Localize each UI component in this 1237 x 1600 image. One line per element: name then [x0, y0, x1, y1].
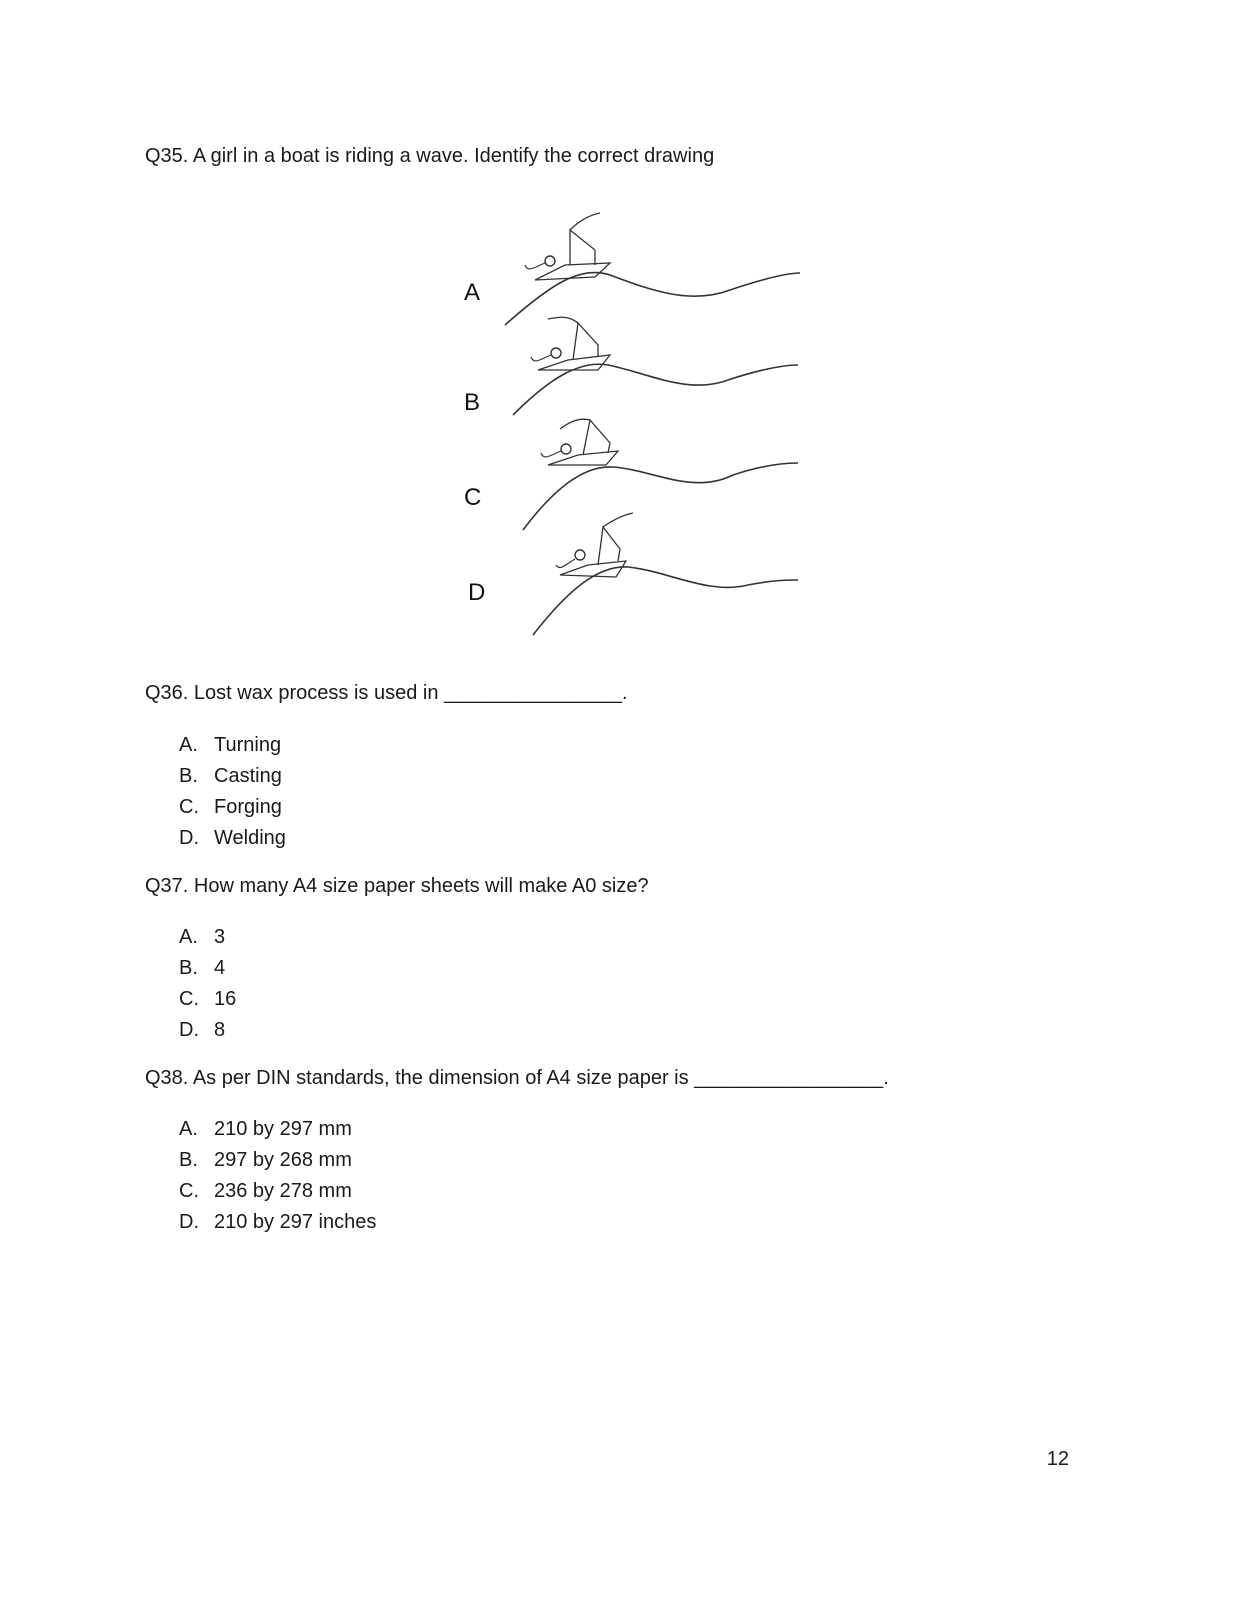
page-number: 12 [1046, 1448, 1069, 1470]
wave-boat-figure [440, 195, 820, 645]
drawing-a [464, 213, 800, 325]
question-36: Q36. Lost wax process is used in ________________. [145, 682, 628, 704]
list-item: B. 4 [179, 957, 226, 979]
figure-label-b: B [464, 389, 481, 416]
list-item: C. Forging [179, 796, 282, 818]
list-item: A. 210 by 297 mm [179, 1118, 352, 1140]
q37-options [179, 922, 236, 1046]
figure-label-a: A [464, 279, 481, 306]
question-38: Q38. As per DIN standards, the dimension of A4 size paper is _________________. [145, 1067, 889, 1089]
question-37: Q37. How many A4 size paper sheets will make A0 size? [145, 875, 649, 897]
list-item: B. Casting [179, 765, 282, 787]
list-item: D. 210 by 297 inches [179, 1211, 377, 1233]
drawing-d [468, 513, 798, 635]
q36-options [179, 730, 286, 854]
figure-label-d: D [468, 579, 486, 606]
list-item: D. Welding [179, 827, 286, 849]
drawing-b [464, 317, 798, 416]
list-item: A. Turning [179, 734, 282, 756]
q38-options [179, 1114, 376, 1238]
list-item: D. 8 [179, 1019, 226, 1041]
list-item: B. 297 by 268 mm [179, 1149, 352, 1171]
figure-label-c: C [464, 484, 482, 511]
question-35: Q35. A girl in a boat is riding a wave. Identify the correct drawing [145, 145, 715, 167]
list-item: A. 3 [179, 926, 226, 948]
list-item: C. 16 [179, 988, 237, 1010]
list-item: C. 236 by 278 mm [179, 1180, 352, 1202]
